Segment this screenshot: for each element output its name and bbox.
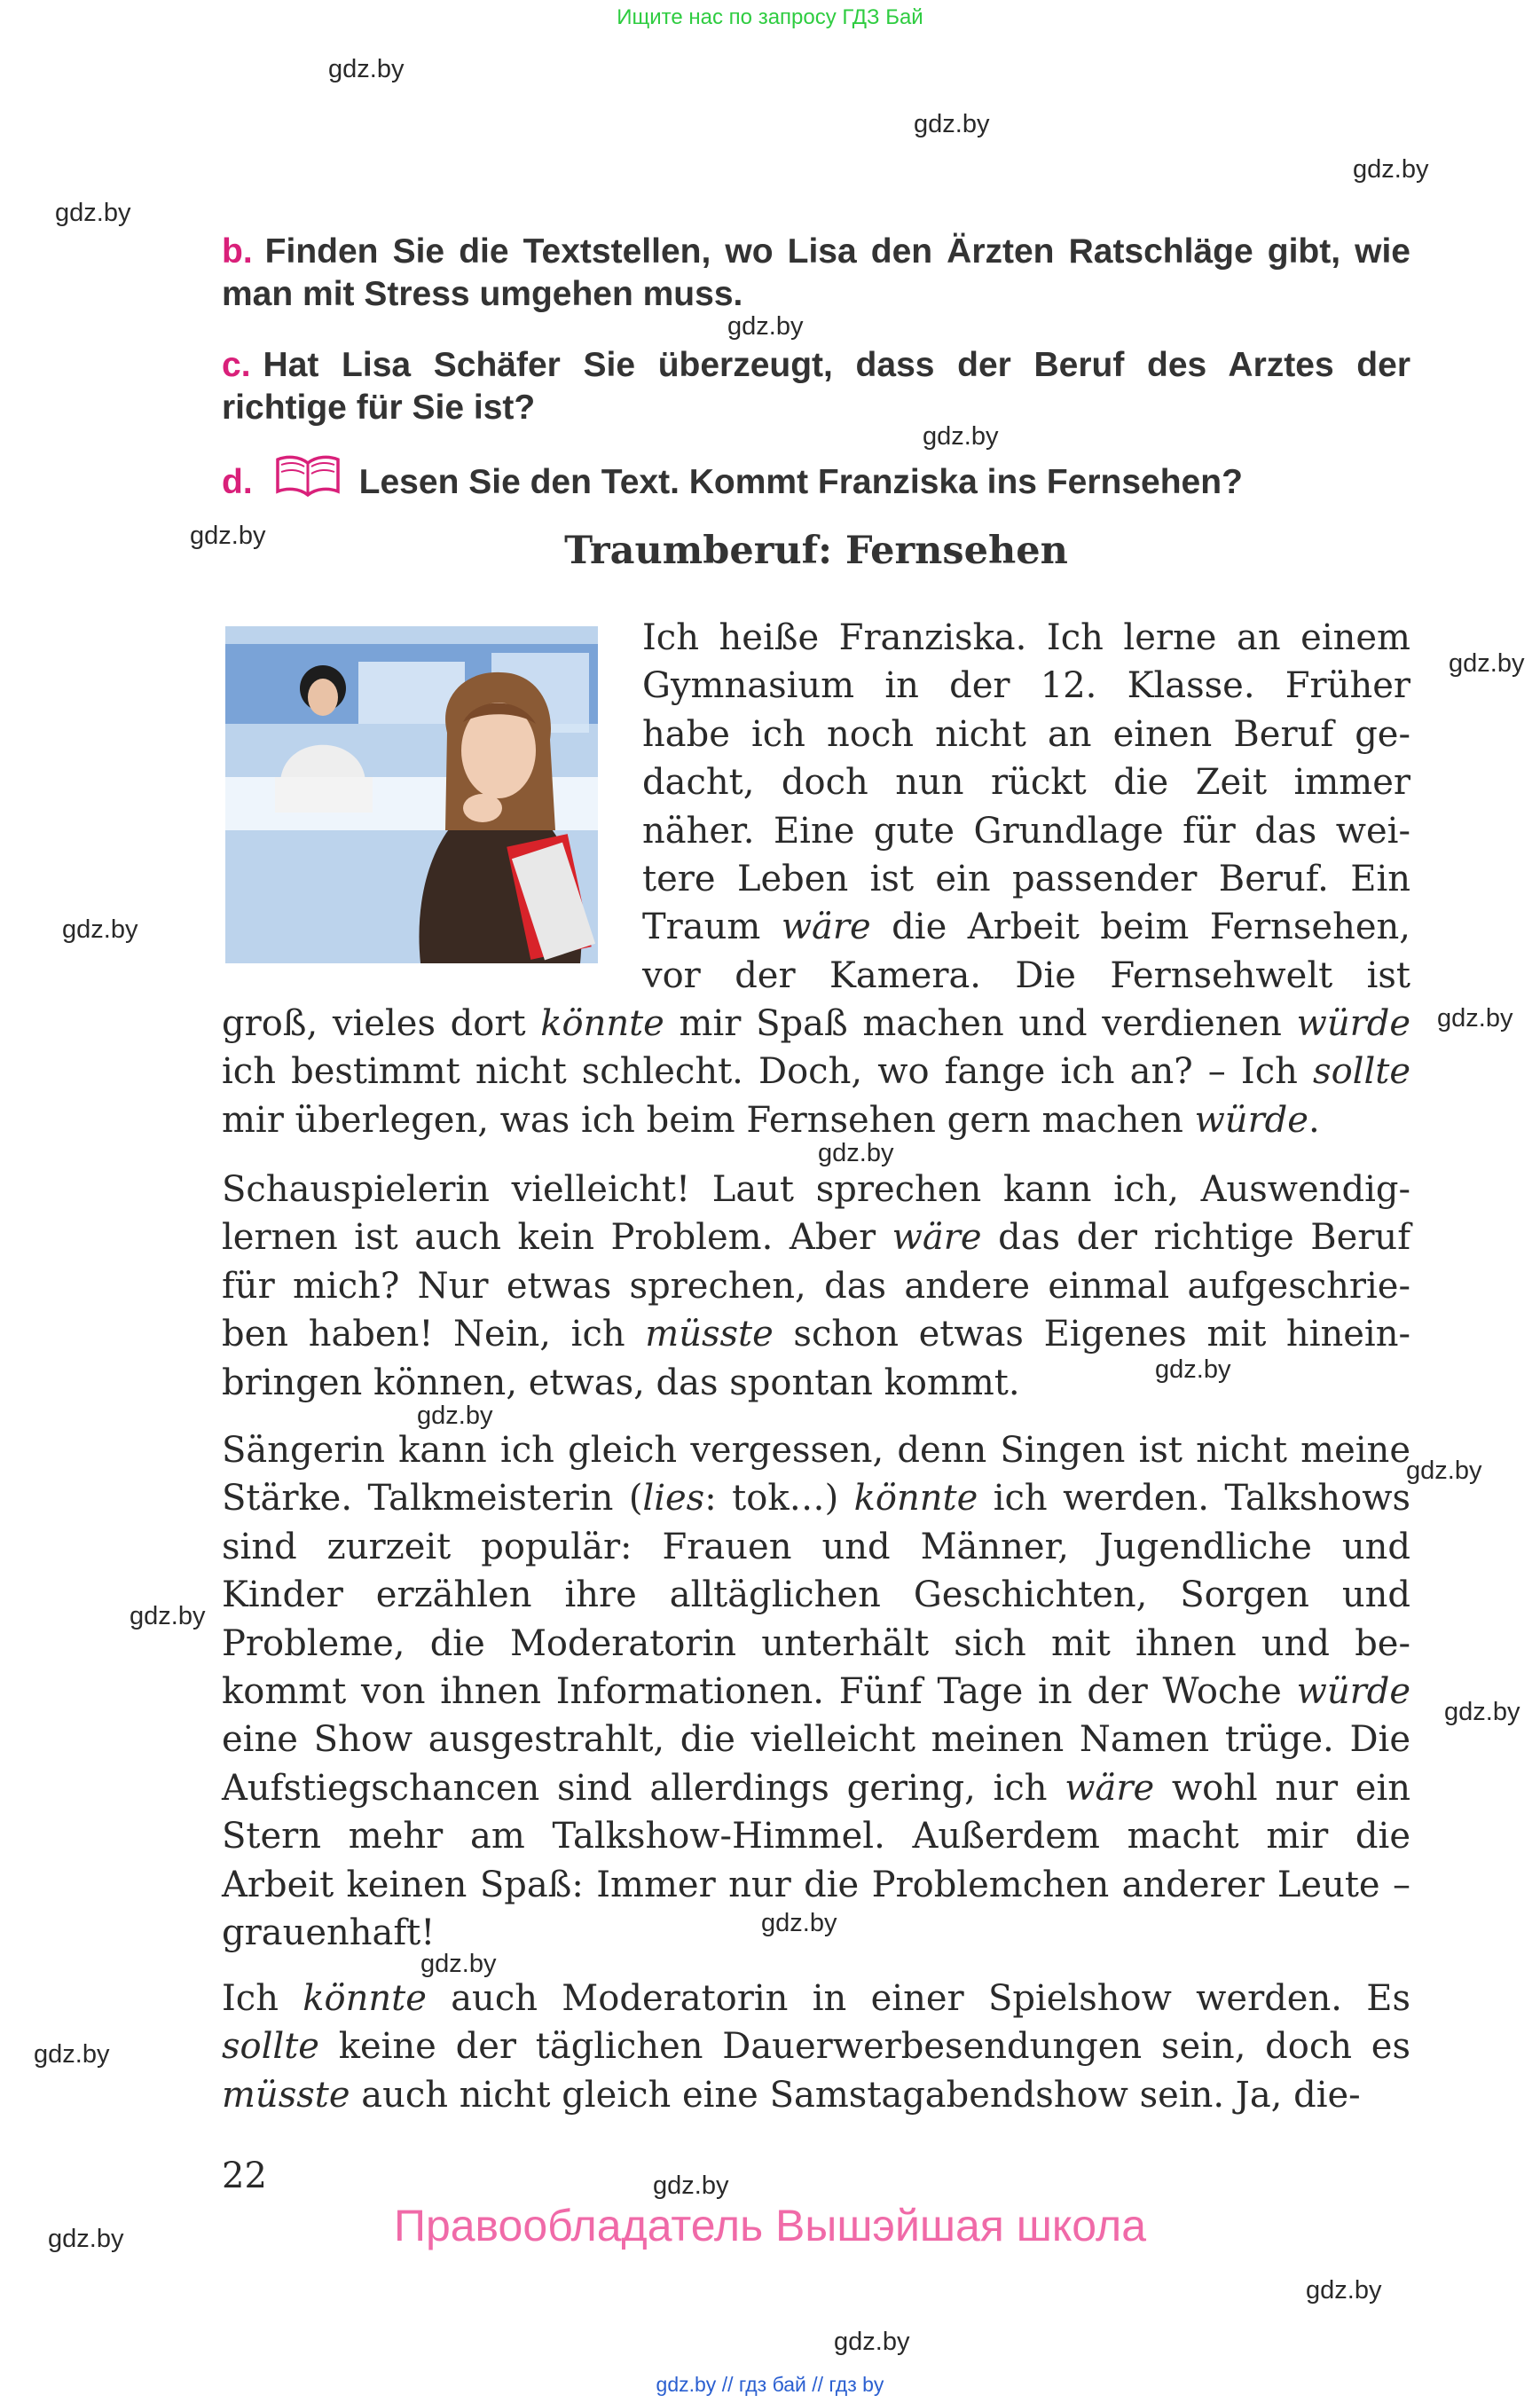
watermark: gdz.by xyxy=(420,1950,497,1978)
article-photo xyxy=(225,626,598,963)
text-run: . xyxy=(1308,1099,1320,1141)
text-run: mir überlegen, was ich beim Fernsehen gern machen xyxy=(222,1099,1195,1141)
emphasized-verb: wäre xyxy=(892,1217,982,1259)
text-run: groß, vieles dort xyxy=(222,1003,541,1044)
text-run: mir Spaß machen und verdienen xyxy=(664,1003,1297,1044)
emphasized-verb: würde xyxy=(1194,1099,1308,1141)
text-run: schon etwas Eigenes mit hineinbringen können, etwas, das spontan kommt. xyxy=(222,1314,1410,1403)
watermark: gdz.by xyxy=(1353,155,1429,184)
emphasized-verb: lies xyxy=(642,1478,705,1520)
emphasized-verb: sollte xyxy=(1313,1051,1410,1093)
paragraph-1-rest xyxy=(222,1000,1410,1144)
watermark: gdz.by xyxy=(727,312,804,341)
emphasized-verb: würde xyxy=(1296,1003,1410,1044)
watermark: gdz.by xyxy=(62,915,138,944)
task-text: Lesen Sie den Text. Kommt Franziska ins Fernsehen? xyxy=(358,463,1243,501)
text-line: vor der Kamera. Die Fernsehwelt ist xyxy=(642,954,1410,996)
watermark: gdz.by xyxy=(1406,1457,1482,1485)
watermark: gdz.by xyxy=(1155,1355,1231,1384)
watermark: gdz.by xyxy=(1437,1004,1513,1033)
watermark: gdz.by xyxy=(1306,2276,1382,2305)
text-run: ich bestimmt nicht schlecht. Doch, wo fange ich an? – Ich xyxy=(222,1051,1314,1093)
text-line: näher. Eine gute Grundlage für das wei- xyxy=(642,810,1410,852)
task-d xyxy=(222,454,1410,509)
watermark: gdz.by xyxy=(190,522,266,550)
open-book-icon xyxy=(274,454,342,509)
watermark: gdz.by xyxy=(653,2171,729,2200)
task-letter: b. xyxy=(222,232,253,271)
text-line: tere Leben ist ein passender Beruf. Ein xyxy=(642,859,1410,900)
task-text: Finden Sie die Textstellen, wo Lisa den Ärzten Ratschläge gibt, wie man mit Stress umgehen muss. xyxy=(222,232,1410,313)
emphasized-verb: könnte xyxy=(302,1978,427,2019)
text-run: wohl nur ein Stern mehr am Talkshow-Himmel. Außerdem macht mir die Arbeit keinen Spaß: Immer nur die Problemchen anderer Leute – grauenhaft! xyxy=(222,1767,1410,1954)
text-run: keine der täglichen Dauerwerbesendungen sein, doch es xyxy=(318,2026,1410,2068)
text-line: Traum wäre die Arbeit beim Fernsehen, xyxy=(642,907,1411,948)
watermark: gdz.by xyxy=(1449,649,1525,678)
emphasized-verb: könnte xyxy=(853,1478,978,1520)
watermark: gdz.by xyxy=(417,1402,493,1430)
watermark: gdz.by xyxy=(914,110,990,138)
task-c xyxy=(222,344,1410,429)
copyright-notice: Правообладатель Вышэйшая школа xyxy=(394,2201,1146,2250)
watermark: gdz.by xyxy=(761,1909,837,1937)
article-title: Traumberuf: Fernsehen xyxy=(564,529,1068,573)
text-run: ich werden. Talkshows sind zurzeit populär: Frauen und Männer, Jugendliche und Kinder erzählen ihre alltäglichen Geschichten, Sorgen und Probleme, die Moderatorin unterhält sich mit ihnen und bekommt von ihnen Informationen. Fünf Tage in der Woche xyxy=(222,1478,1411,1713)
emphasized-verb: müsste xyxy=(645,1314,774,1355)
emphasized-verb: müsste xyxy=(222,2074,350,2116)
text-run: Schauspielerin vielleicht! Laut sprechen kann ich, Auswendiglernen ist auch kein Problem. Aber xyxy=(222,1169,1410,1259)
text-run: Ich xyxy=(222,1978,303,2019)
watermark: gdz.by xyxy=(55,199,131,227)
text-line: Ich heiße Franziska. Ich lerne an einem xyxy=(642,617,1410,658)
watermark: gdz.by xyxy=(130,1602,206,1630)
watermark: gdz.by xyxy=(923,422,999,451)
text-run: das der richtige Beruf für mich? Nur etwas sprechen, das andere einmal aufgeschrieben haben! Nein, ich xyxy=(222,1217,1411,1355)
page-number: 22 xyxy=(222,2156,267,2196)
emphasized-verb: würde xyxy=(1296,1671,1410,1713)
watermark: gdz.by xyxy=(34,2040,110,2069)
task-b xyxy=(222,231,1410,316)
paragraph-4 xyxy=(222,1975,1410,2119)
text-line: Gymnasium in der 12. Klasse. Früher xyxy=(642,665,1410,707)
text-line: dacht, doch nun rückt die Zeit immer xyxy=(642,762,1410,804)
watermark: gdz.by xyxy=(1444,1698,1520,1726)
emphasized-verb: könnte xyxy=(540,1003,664,1044)
paragraph-1-wrapped xyxy=(642,614,1410,1000)
task-letter: c. xyxy=(222,346,251,384)
watermark: gdz.by xyxy=(818,1139,894,1167)
text-run: eine Show ausgestrahlt, die vielleicht meinen Namen trüge. Die Aufstiegschancen sind allerdings gering, ich xyxy=(222,1719,1410,1809)
text-run: : tok…) xyxy=(704,1478,854,1520)
task-text: Hat Lisa Schäfer Sie überzeugt, dass der Beruf des Arztes der richtige für Sie ist? xyxy=(222,346,1410,427)
text-run: auch nicht gleich eine Samstagabendshow sein. Ja, die- xyxy=(350,2074,1361,2116)
text-run: auch Moderatorin in einer Spielshow werden. Es xyxy=(426,1978,1410,2019)
emphasized-verb: sollte xyxy=(222,2026,319,2068)
text-line: habe ich noch nicht an einen Beruf ge- xyxy=(642,713,1410,755)
paragraph-2 xyxy=(222,1166,1410,1407)
emphasized-verb: wäre xyxy=(1065,1767,1155,1809)
watermark: gdz.by xyxy=(834,2328,910,2356)
task-letter: d. xyxy=(222,463,253,501)
watermark: gdz.by xyxy=(328,55,405,83)
top-banner: Ищите нас по запросу ГДЗ Бай xyxy=(617,5,923,29)
paragraph-3 xyxy=(222,1426,1410,1957)
watermark: gdz.by xyxy=(48,2225,124,2253)
text-run: Sängerin kann ich gleich vergessen, denn Singen ist nicht meine Stärke. Talkmeisterin ( xyxy=(222,1430,1410,1520)
bottom-links[interactable]: gdz.by // гдз бай // гдз by xyxy=(656,2373,884,2396)
